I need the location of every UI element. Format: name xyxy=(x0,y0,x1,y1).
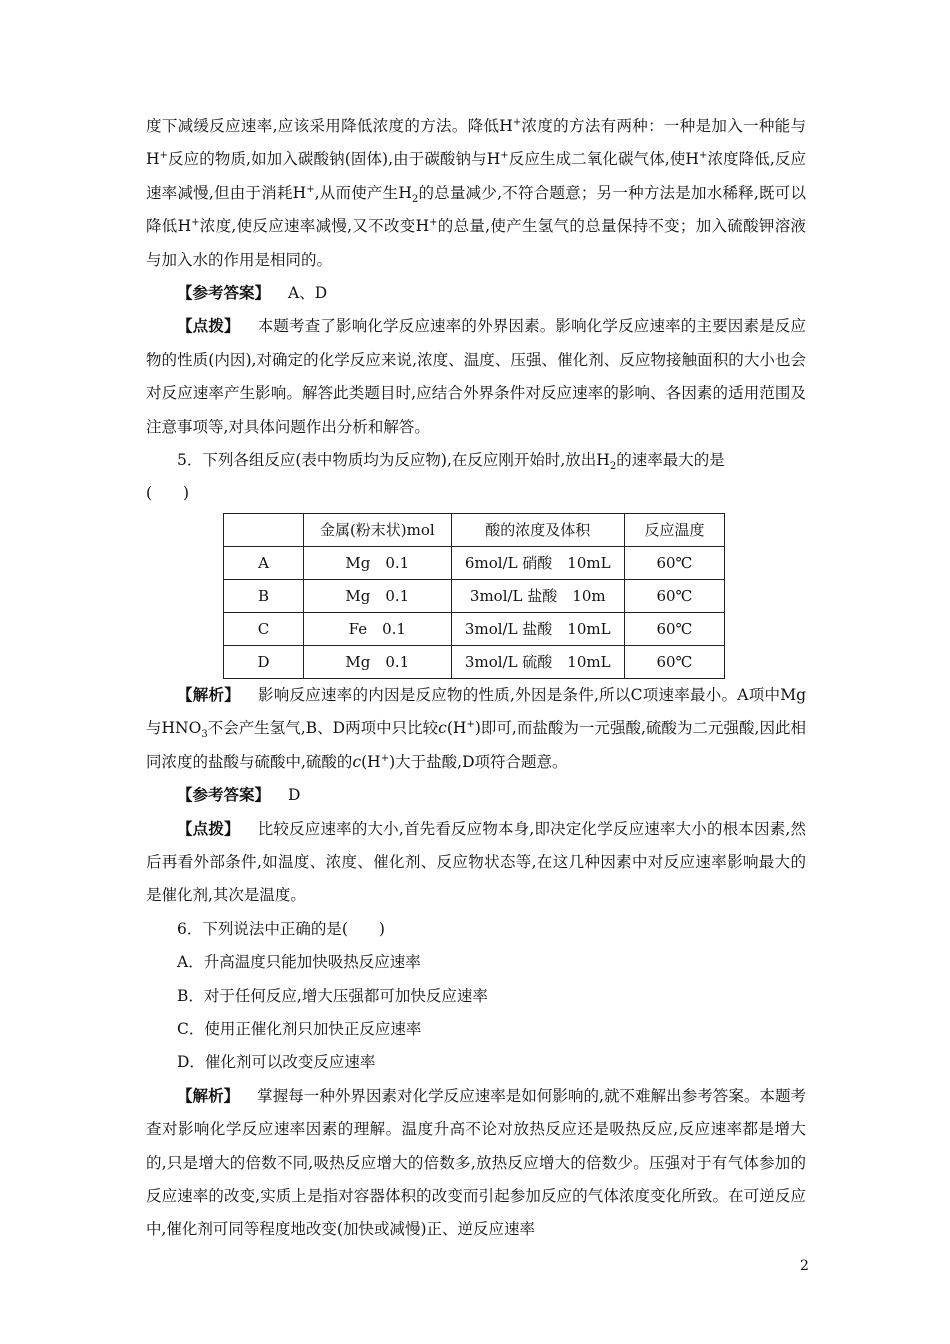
table-row xyxy=(224,645,725,678)
table-header-cell xyxy=(224,513,304,546)
question-5-table-wrapper xyxy=(223,513,806,679)
table-cell: 3mol/L 硫酸 10mL xyxy=(451,645,624,678)
analysis-5: 【解析】 影响反应速率的内因是反应物的性质,外因是条件,所以C项速率最小。A项中Mg与$HNO_3$不会产生氢气,B、D两项中只比较c(H+)即可,而盐酸为一元强酸,硫酸为二元强酸,因此相同浓度的盐酸与硫酸中,硫酸的c(H+)大于盐酸,D项符合题意。 xyxy=(146,685,806,771)
question-5-stem: 5．下列各组反应(表中物质均为反应物),在反应刚开始时,放出$H_2$的速率最大的是 xyxy=(177,451,725,473)
table-cell: C xyxy=(224,612,304,645)
table-cell: Mg 0.1 xyxy=(304,645,452,678)
question-6-option-d: D．催化剂可以改变反应速率 xyxy=(177,1053,376,1072)
table-header-cell: 酸的浓度及体积 xyxy=(451,513,624,546)
comment-label: 【点拨】 xyxy=(177,819,240,838)
answer-label: 【参考答案】 xyxy=(177,284,271,303)
table-row xyxy=(224,579,725,612)
analysis-label: 【解析】 xyxy=(177,685,241,704)
comment-label: 【点拨】 xyxy=(177,317,240,336)
answer-4: 【参考答案】 A、D xyxy=(177,284,328,303)
question-6-option-a: A．升高温度只能加快吸热反应速率 xyxy=(177,953,421,972)
table-row xyxy=(224,612,725,645)
analysis-label: 【解析】 xyxy=(177,1086,240,1105)
question-5-answer-blank: ( ) xyxy=(146,484,190,503)
document-page xyxy=(146,110,806,1247)
table-cell: B xyxy=(224,579,304,612)
table-cell: Mg 0.1 xyxy=(304,579,452,612)
paragraph-analysis-4-continued: 度下减缓反应速率,应该采用降低浓度的方法。降低H+浓度的方法有两种：一种是加入一种能与H+反应的物质,如加入碳酸钠(固体),由于碳酸钠与H+反应生成二氧化碳气体,使H+浓度降低,反应速率减慢,但由于消耗H+,从而使产生$H_2$的总量减少,不符合题意；另一种方法是加水稀释,既可以降低H+浓度,使反应速率减慢,又不改变H+的总量,使产生氢气的总量保持不变；加入硫酸钾溶液与加入水的作用是相同的。 xyxy=(146,116,806,269)
table-cell: A xyxy=(224,546,304,579)
question-6-option-b: B．对于任何反应,增大压强都可加快反应速率 xyxy=(177,986,488,1005)
question-5-table xyxy=(223,513,725,679)
question-6-option-c: C．使用正催化剂只加快正反应速率 xyxy=(177,1019,422,1038)
table-cell: 60℃ xyxy=(624,612,724,645)
table-row xyxy=(224,546,725,579)
comment-5: 【点拨】 比较反应速率的大小,首先看反应物本身,即决定化学反应速率大小的根本因素,然后再看外部条件,如温度、浓度、催化剂、反应物状态等,在这几种因素中对反应速率影响最大的是催化剂,其次是温度。 xyxy=(146,819,806,905)
question-6-stem: 6．下列说法中正确的是( ) xyxy=(177,919,385,938)
table-cell: Mg 0.1 xyxy=(304,546,452,579)
table-cell: Fe 0.1 xyxy=(304,612,452,645)
table-cell: D xyxy=(224,645,304,678)
table-cell: 3mol/L 盐酸 10m xyxy=(451,579,624,612)
table-header-row xyxy=(224,513,725,546)
answer-5: 【参考答案】 D xyxy=(177,786,301,805)
table-cell: 60℃ xyxy=(624,645,724,678)
page-number: 2 xyxy=(800,1258,809,1274)
table-header-cell: 反应温度 xyxy=(624,513,724,546)
table-cell: 60℃ xyxy=(624,546,724,579)
table-header-cell: 金属(粉末状)mol xyxy=(304,513,452,546)
answer-label: 【参考答案】 xyxy=(177,786,271,805)
table-cell: 3mol/L 盐酸 10mL xyxy=(451,612,624,645)
analysis-6: 【解析】 掌握每一种外界因素对化学反应速率是如何影响的,就不难解出参考答案。本题考查对影响化学反应速率因素的理解。温度升高不论对放热反应还是吸热反应,反应速率都是增大的,只是增大的倍数不同,吸热反应增大的倍数多,放热反应增大的倍数少。压强对于有气体参加的反应速率的改变,实质上是指对容器体积的改变而引起参加反应的气体浓度变化所致。在可逆反应中,催化剂可同等程度地改变(加快或减慢)正、逆反应速率 xyxy=(146,1086,806,1239)
table-cell: 6mol/L 硝酸 10mL xyxy=(451,546,624,579)
comment-4: 【点拨】 本题考查了影响化学反应速率的外界因素。影响化学反应速率的主要因素是反应物的性质(内因),对确定的化学反应来说,浓度、温度、压强、催化剂、反应物接触面积的大小也会对反应速率产生影响。解答此类题目时,应结合外界条件对反应速率的影响、各因素的适用范围及注意事项等,对具体问题作出分析和解答。 xyxy=(146,317,806,436)
table-cell: 60℃ xyxy=(624,579,724,612)
